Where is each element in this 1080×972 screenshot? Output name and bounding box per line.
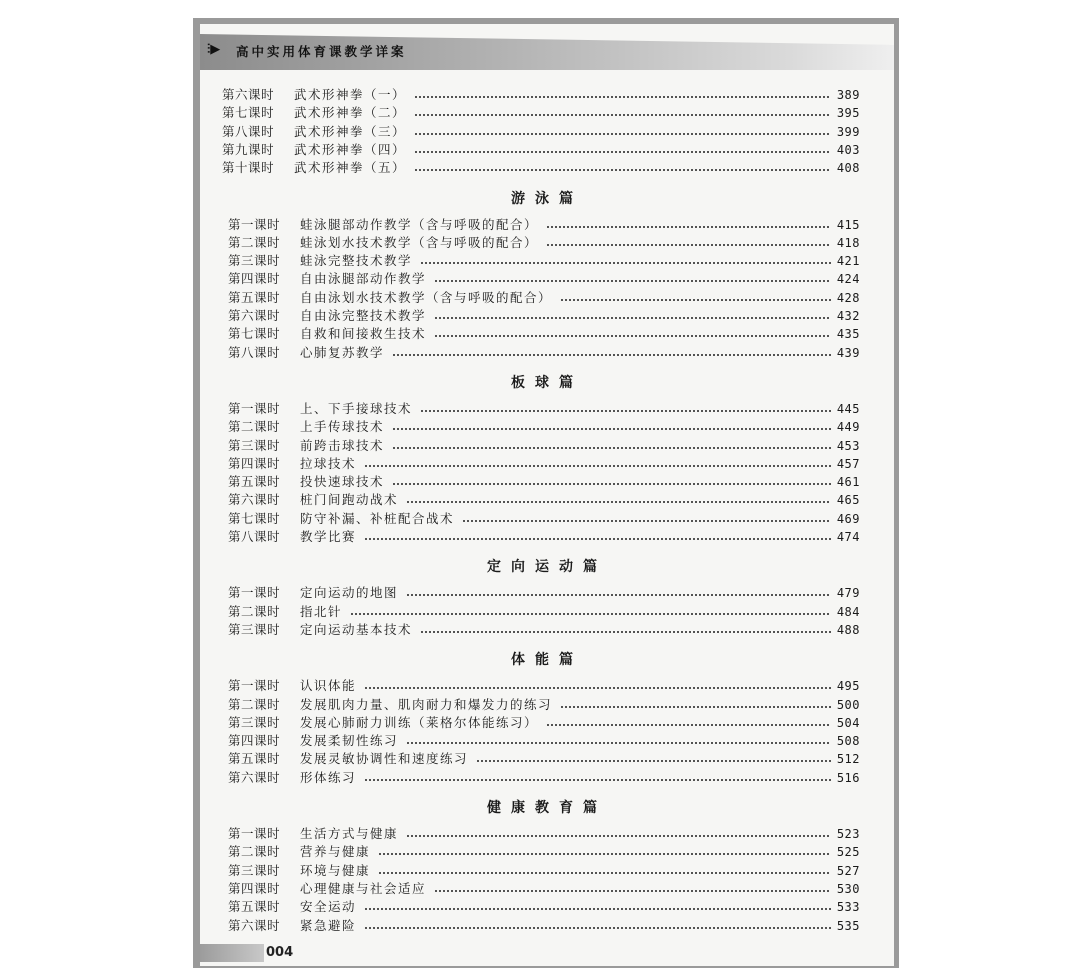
lesson-title: 武术形神拳（二）	[294, 105, 407, 121]
lesson-page-number: 457	[836, 456, 860, 471]
toc-entry[interactable]	[228, 252, 860, 270]
toc-entry[interactable]	[228, 825, 860, 843]
lesson-number: 第六课时	[228, 308, 281, 323]
dot-leader	[434, 330, 831, 338]
dot-leader	[364, 533, 831, 541]
lesson-number: 第四课时	[228, 733, 281, 749]
lesson-number: 第六课时	[228, 492, 281, 508]
lesson-number: 第三课时	[228, 714, 281, 730]
lesson-title: 发展灵敏协调性和速度练习	[300, 751, 469, 767]
lesson-title: 自由泳划水技术教学（含与呼吸的配合）	[300, 289, 553, 305]
lesson-number: 第六课时	[228, 769, 281, 785]
section-heading: 体能篇	[511, 652, 583, 669]
toc-entry[interactable]	[228, 677, 860, 695]
lesson-title: 生活方式与健康	[300, 826, 399, 841]
toc-entry[interactable]	[228, 400, 860, 418]
dot-leader	[350, 608, 831, 616]
lesson-number: 第二课时	[228, 844, 281, 860]
lesson-title: 上手传球技术	[300, 419, 385, 435]
lesson-number: 第一课时	[228, 678, 281, 694]
dot-leader	[434, 312, 831, 320]
lesson-page-number: 525	[836, 845, 860, 860]
lesson-number: 第一课时	[228, 216, 281, 232]
lesson-page-number: 439	[836, 345, 860, 360]
lesson-number: 第五课时	[228, 289, 281, 305]
lesson-number: 第三课时	[228, 437, 281, 453]
lesson-title: 定向运动基本技术	[300, 621, 413, 637]
lesson-title: 蛙泳腿部动作教学（含与呼吸的配合）	[300, 216, 539, 232]
lesson-number: 第二课时	[228, 419, 281, 435]
dot-leader	[392, 478, 831, 486]
toc-entry[interactable]	[222, 159, 860, 177]
toc-entry[interactable]	[228, 696, 860, 714]
lesson-number: 第十课时	[222, 160, 275, 176]
lesson-page-number: 399	[836, 124, 860, 139]
dot-leader	[406, 737, 831, 745]
dot-leader	[364, 922, 831, 930]
dot-leader	[364, 682, 831, 690]
toc-entry[interactable]	[228, 769, 860, 787]
lesson-page-number: 421	[836, 254, 860, 269]
toc-entry[interactable]	[228, 437, 860, 455]
lesson-title: 心理健康与社会适应	[300, 880, 427, 896]
lesson-page-number: 508	[836, 734, 860, 749]
toc-entry[interactable]	[228, 584, 860, 602]
lesson-number: 第四课时	[228, 271, 281, 287]
lesson-page-number: 535	[836, 918, 860, 933]
lesson-page-number: 418	[836, 235, 860, 250]
toc-entry[interactable]	[222, 104, 860, 122]
book-logo-icon: ⫶▶	[207, 42, 221, 57]
dot-leader	[392, 349, 831, 357]
lesson-page-number: 403	[836, 142, 860, 157]
toc-entry[interactable]	[228, 491, 860, 509]
lesson-page-number: 432	[836, 309, 860, 323]
toc-entry[interactable]	[228, 862, 860, 880]
lesson-number: 第六课时	[222, 87, 275, 102]
toc-entry[interactable]	[228, 732, 860, 750]
dot-leader	[434, 885, 831, 893]
dot-leader	[560, 701, 831, 709]
lesson-number: 第三课时	[228, 253, 281, 269]
lesson-page-number: 408	[836, 161, 860, 176]
dot-leader	[414, 146, 831, 154]
toc-entry[interactable]	[222, 123, 860, 141]
section-heading: 健康教育篇	[487, 800, 607, 816]
dot-leader	[420, 257, 831, 265]
lesson-title: 发展肌肉力量、肌肉耐力和爆发力的练习	[300, 696, 553, 712]
lesson-number: 第四课时	[228, 880, 281, 896]
lesson-title: 蛙泳划水技术教学（含与呼吸的配合）	[300, 234, 539, 250]
lesson-title: 桩门间跑动战术	[300, 492, 399, 508]
lesson-title: 定向运动的地图	[300, 585, 399, 601]
lesson-title: 发展心肺耐力训练（莱格尔体能练习）	[300, 714, 539, 730]
lesson-number: 第一课时	[228, 400, 281, 416]
toc-entry[interactable]	[228, 216, 860, 234]
lesson-number: 第七课时	[222, 105, 275, 121]
lesson-number: 第二课时	[228, 603, 281, 619]
lesson-title: 认识体能	[300, 678, 357, 694]
toc-entry[interactable]	[228, 510, 860, 528]
toc-entry[interactable]	[228, 455, 860, 473]
dot-leader	[364, 774, 831, 782]
lesson-number: 第五课时	[228, 751, 281, 767]
lesson-title: 拉球技术	[300, 455, 357, 471]
toc-entry[interactable]	[228, 714, 860, 732]
toc-entry[interactable]	[228, 621, 860, 639]
lesson-title: 武术形神拳（三）	[294, 123, 407, 139]
lesson-number: 第一课时	[228, 585, 281, 601]
lesson-number: 第七课时	[228, 326, 281, 342]
dot-leader	[476, 755, 831, 763]
dot-leader	[560, 294, 831, 302]
lesson-page-number: 469	[836, 511, 860, 526]
toc-entry[interactable]	[228, 843, 860, 861]
dot-leader	[546, 221, 831, 229]
lesson-title: 武术形神拳（一）	[294, 87, 407, 102]
toc-entry[interactable]	[228, 473, 860, 491]
lesson-title: 蛙泳完整技术教学	[300, 253, 413, 269]
toc-entry[interactable]	[228, 418, 860, 436]
lesson-page-number: 500	[836, 697, 860, 712]
lesson-page-number: 424	[836, 272, 860, 287]
dot-leader	[406, 496, 831, 504]
lesson-title: 营养与健康	[300, 844, 371, 860]
lesson-title: 武术形神拳（五）	[294, 160, 407, 176]
toc-entry[interactable]	[228, 307, 860, 325]
toc-entry[interactable]	[228, 325, 860, 343]
lesson-number: 第三课时	[228, 621, 281, 637]
lesson-page-number: 484	[836, 604, 860, 619]
dot-leader	[392, 442, 831, 450]
toc-entry[interactable]	[222, 86, 860, 104]
dot-leader	[406, 589, 831, 597]
dot-leader	[420, 626, 831, 634]
lesson-title: 自救和间接救生技术	[300, 326, 427, 342]
dot-leader	[414, 128, 831, 136]
dot-leader	[414, 164, 831, 172]
lesson-number: 第一课时	[228, 826, 281, 841]
toc-entry[interactable]	[228, 880, 860, 898]
lesson-page-number: 474	[836, 530, 860, 544]
section-heading: 游泳篇	[511, 190, 583, 207]
lesson-page-number: 415	[836, 217, 860, 232]
lesson-page-number: 445	[836, 401, 860, 416]
lesson-title: 紧急避险	[300, 917, 357, 933]
dot-leader	[420, 405, 831, 413]
lesson-page-number: 512	[836, 752, 860, 767]
lesson-title: 上、下手接球技术	[300, 400, 413, 416]
lesson-page-number: 488	[836, 622, 860, 637]
lesson-title: 投快速球技术	[300, 474, 385, 490]
lesson-page-number: 389	[836, 88, 860, 102]
running-header-title: 高中实用体育课教学详案	[236, 44, 407, 59]
lesson-title: 心肺复苏教学	[300, 344, 385, 360]
lesson-number: 第八课时	[228, 344, 281, 360]
lesson-number: 第二课时	[228, 234, 281, 250]
lesson-number: 第八课时	[222, 123, 275, 139]
dot-leader	[364, 903, 831, 911]
dot-leader	[414, 109, 831, 117]
lesson-page-number: 530	[836, 881, 860, 896]
lesson-page-number: 516	[836, 770, 860, 785]
lesson-page-number: 495	[836, 679, 860, 694]
lesson-title: 防守补漏、补桩配合战术	[300, 510, 455, 526]
lesson-page-number: 479	[836, 586, 860, 601]
lesson-page-number: 533	[836, 900, 860, 915]
lesson-page-number: 465	[836, 493, 860, 508]
lesson-page-number: 461	[836, 475, 860, 490]
dot-leader	[434, 275, 831, 283]
dot-leader	[406, 830, 831, 838]
lesson-page-number: 395	[836, 106, 860, 121]
lesson-number: 第五课时	[228, 899, 281, 915]
lesson-page-number: 428	[836, 290, 860, 305]
lesson-number: 第三课时	[228, 862, 281, 878]
toc-entry[interactable]	[228, 603, 860, 621]
lesson-title: 武术形神拳（四）	[294, 141, 407, 157]
lesson-number: 第七课时	[228, 510, 281, 526]
lesson-title: 教学比赛	[300, 529, 357, 544]
lesson-page-number: 449	[836, 420, 860, 435]
lesson-page-number: 523	[836, 827, 860, 841]
book-page	[200, 24, 894, 966]
lesson-title: 环境与健康	[300, 862, 371, 878]
toc-entry[interactable]	[228, 528, 860, 546]
dot-leader	[414, 91, 831, 99]
lesson-number: 第六课时	[228, 917, 281, 933]
toc-entry[interactable]	[228, 344, 860, 362]
lesson-page-number: 435	[836, 327, 860, 342]
lesson-number: 第二课时	[228, 696, 281, 712]
lesson-title: 指北针	[300, 603, 343, 619]
dot-leader	[392, 423, 831, 431]
lesson-title: 自由泳完整技术教学	[300, 308, 427, 323]
dot-leader	[378, 848, 831, 856]
toc-entry[interactable]	[228, 270, 860, 288]
lesson-page-number: 504	[836, 715, 860, 730]
dot-leader	[546, 719, 831, 727]
lesson-title: 自由泳腿部动作教学	[300, 271, 427, 287]
section-heading: 板球篇	[511, 374, 583, 391]
lesson-number: 第四课时	[228, 455, 281, 471]
dot-leader	[462, 515, 831, 523]
dot-leader	[378, 867, 831, 875]
lesson-page-number: 527	[836, 863, 860, 878]
dot-leader	[364, 460, 831, 468]
toc-entry[interactable]	[228, 289, 860, 307]
section-heading: 定向运动篇	[487, 559, 607, 576]
lesson-title: 安全运动	[300, 899, 357, 915]
footer-bar	[200, 944, 264, 962]
lesson-page-number: 453	[836, 438, 860, 453]
lesson-number: 第八课时	[228, 529, 281, 544]
lesson-title: 发展柔韧性练习	[300, 733, 399, 749]
page-number: 004	[266, 945, 294, 960]
lesson-number: 第九课时	[222, 141, 275, 157]
toc-entry[interactable]	[228, 750, 860, 768]
toc-entry[interactable]	[228, 234, 860, 252]
lesson-number: 第五课时	[228, 474, 281, 490]
lesson-title: 形体练习	[300, 769, 357, 785]
toc-entry[interactable]	[228, 917, 860, 935]
toc-entry[interactable]	[228, 898, 860, 916]
toc-entry[interactable]	[222, 141, 860, 159]
lesson-title: 前跨击球技术	[300, 437, 385, 453]
dot-leader	[546, 239, 831, 247]
